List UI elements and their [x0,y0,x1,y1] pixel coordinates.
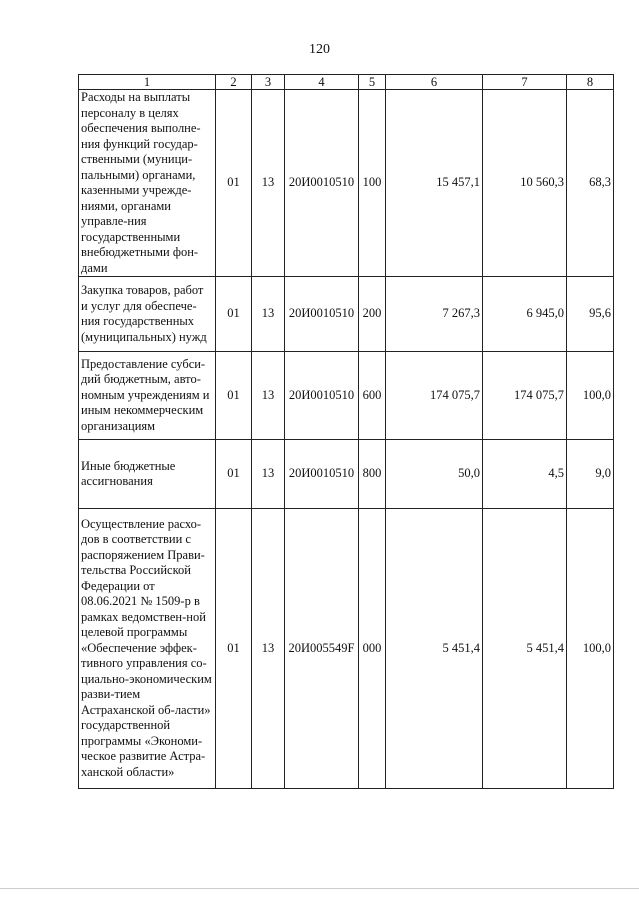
table-row [79,352,614,440]
row-percent: 100,0 [567,352,614,440]
row-plan-amount: 50,0 [386,440,483,509]
row-name: Осуществление расхо-дов в соответствии с распоряжением Прави-тельства Российской Федерации от 08.06.2021 № 1509-р в рамках ведомствен-ной целевой программы «Обеспечение эффек-тивного управления со-циально-экономическим разви-тием Астраханской об-ласти» государственной программы «Экономи-ческое развитие Астра-ханской области» [79,509,216,789]
row-section: 01 [216,277,252,352]
header-cell: 5 [359,75,386,90]
row-target-article: 20И005549F [285,509,359,789]
row-subsection: 13 [252,90,285,277]
row-plan-amount: 174 075,7 [386,352,483,440]
header-cell: 6 [386,75,483,90]
row-subsection: 13 [252,352,285,440]
row-plan-amount: 15 457,1 [386,90,483,277]
row-expense-type: 800 [359,440,386,509]
scan-edge-line [0,888,639,889]
row-name: Расходы на выплаты персоналу в целях обеспечения выполне-ния функций государ-ственными (муници-пальными) органами, казенными учрежде-ниями, органами управле-ния государственными внебюджетными фон-дами [79,90,216,277]
row-percent: 9,0 [567,440,614,509]
header-cell: 8 [567,75,614,90]
row-expense-type: 000 [359,509,386,789]
header-cell: 3 [252,75,285,90]
table-row [79,90,614,277]
header-row [79,75,614,90]
row-subsection: 13 [252,440,285,509]
row-section: 01 [216,352,252,440]
row-target-article: 20И0010510 [285,440,359,509]
row-section: 01 [216,90,252,277]
row-actual-amount: 4,5 [483,440,567,509]
row-target-article: 20И0010510 [285,277,359,352]
row-expense-type: 600 [359,352,386,440]
row-name: Иные бюджетные ассигнования [79,440,216,509]
page-number: 120 [309,42,330,57]
row-section: 01 [216,509,252,789]
budget-table [78,74,614,789]
row-name: Предоставление субси-дий бюджетным, авто-номным учреждениям и иным некоммерческим организациям [79,352,216,440]
row-percent: 100,0 [567,509,614,789]
row-actual-amount: 10 560,3 [483,90,567,277]
row-percent: 95,6 [567,277,614,352]
row-plan-amount: 5 451,4 [386,509,483,789]
row-target-article: 20И0010510 [285,90,359,277]
row-actual-amount: 6 945,0 [483,277,567,352]
row-subsection: 13 [252,277,285,352]
row-target-article: 20И0010510 [285,352,359,440]
table-row [79,509,614,789]
row-subsection: 13 [252,509,285,789]
row-plan-amount: 7 267,3 [386,277,483,352]
header-cell: 7 [483,75,567,90]
row-actual-amount: 174 075,7 [483,352,567,440]
header-cell: 2 [216,75,252,90]
row-name: Закупка товаров, работ и услуг для обеспече-ния государственных (муниципальных) нужд [79,277,216,352]
header-cell: 4 [285,75,359,90]
row-section: 01 [216,440,252,509]
table-row [79,277,614,352]
header-cell: 1 [79,75,216,90]
row-expense-type: 200 [359,277,386,352]
row-actual-amount: 5 451,4 [483,509,567,789]
table-row [79,440,614,509]
row-percent: 68,3 [567,90,614,277]
row-expense-type: 100 [359,90,386,277]
